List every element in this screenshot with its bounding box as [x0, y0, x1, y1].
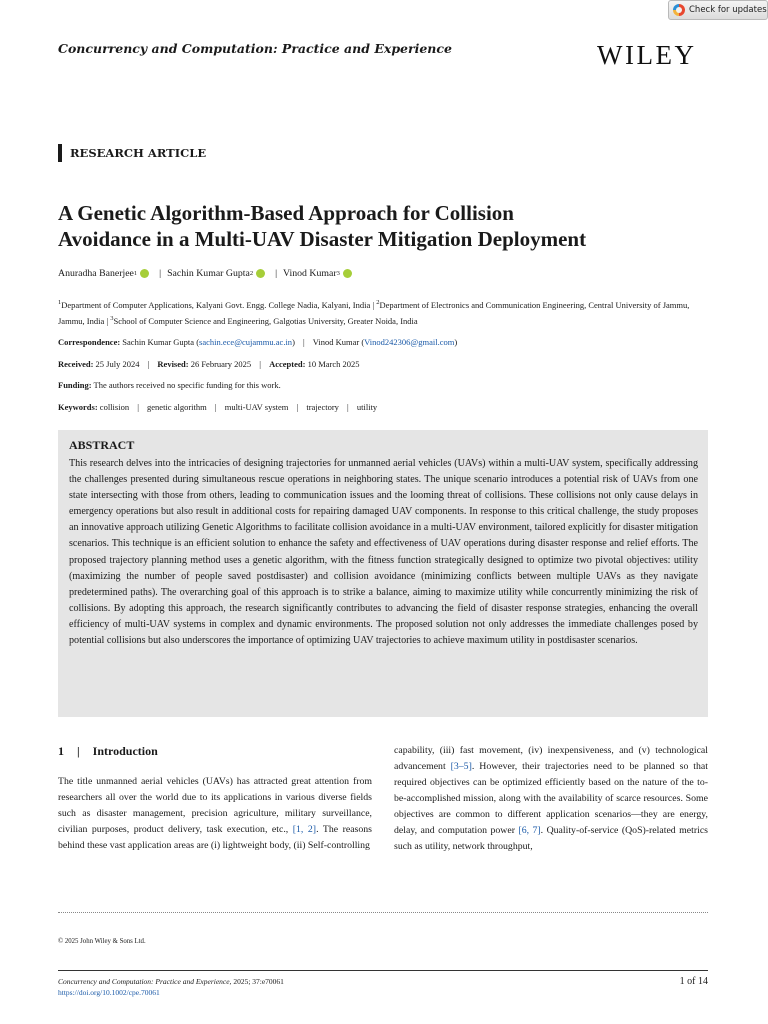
keyword: trajectory: [306, 402, 339, 412]
body-text: . However, their trajectories need to be planned so that required objectives can be optimized efficiently based on the nature of the to-be-accomplished mission, along with the availability of scarce resources. Some objectives are common to different application scenarios—they are energy, delay, and computation power: [394, 761, 708, 836]
keyword: genetic algorithm: [147, 402, 207, 412]
footer-volume: 2025; 37:e70061: [231, 977, 284, 986]
abstract-text: This research delves into the intricacies of designing trajectories for unmanned aerial vehicles (UAVs) within a multi-UAV system, specifically addressing the challenges presented during simultaneous rescue operations in neighboring states. The unique scenario introduces a potential risk of UAVs from one state intersecting with those from others, leading to communication issues and the looming threat of collisions. These collisions not only cause delays in emergency operations but also result in additional costs for repairing damaged UAV components. In response to this critical challenge, the study proposes an innovative approach utilizing Genetic Algorithms to facilitate collision avoidance in a multi-UAV environment, tailored explicitly for disaster mitigation scenarios. This technique is an efficient solution to enhance the safety and effectiveness of UAV operations during disaster response and relief efforts. The proposed trajectory planning method uses a genetic algorithm, with the fitness function strategically designed to optimize two pivotal objectives: utility (maximizing the number of people saved postdisaster) and collision avoidance (minimizing conflicts between multiple UAVs as they navigate predetermined paths). The overarching goal of this approach is to strike a balance, aiming to maximize utility while concurrently minimizing the risk of collisions. By adopting this approach, the research significantly contributes to advancing the field of disaster response strategies, enhancing the overall efficiency of multi-UAV systems in complex and dynamic environments. The proposed solution not only addresses the immediate challenges posed by potential collisions but also underscores the importance of optimizing UAV trajectories to achieve maximum utility in postdisaster scenarios.: [69, 458, 698, 647]
affiliation-2: Department of Electronics and Communication Engineering, Central University of Jammu, Jammu, India: [58, 299, 690, 327]
meta-separator: |: [296, 402, 299, 412]
affil-sup: 1: [58, 299, 62, 306]
meta-separator: |: [147, 359, 150, 369]
footnote-divider: [58, 912, 708, 913]
body-text: . The reasons behind these vast application areas are (i) lightweight body, (ii) Self-controlling: [58, 824, 372, 851]
affil-sup: 2: [376, 299, 380, 306]
orcid-icon[interactable]: [343, 269, 352, 278]
meta-separator: |: [303, 337, 305, 347]
keyword: utility: [356, 402, 378, 412]
author-affil-sup: 3: [336, 270, 340, 277]
funding: [58, 380, 281, 390]
correspondence: Correspondence: Sachin Kumar Gupta (sachin.ece@cujammu.ac.in) | Vinod Kumar (Vinod242306@gmail.com): [58, 337, 458, 347]
affiliation-3: School of Computer Science and Engineering, Galgotias University, Greater Noida, India: [113, 316, 418, 327]
journal-title: Concurrency and Computation: Practice and Experience: [58, 41, 452, 56]
author-name[interactable]: Anuradha Banerjee: [58, 268, 134, 279]
accepted-label: Accepted:: [269, 359, 306, 369]
affil-separator: |: [106, 316, 111, 327]
received-date: 25 July 2024: [95, 359, 140, 369]
title-line-2: Avoidance in a Multi-UAV Disaster Mitigation Deployment: [58, 227, 587, 251]
body-text: capability, (iii) fast movement, (iv) inexpensiveness, and (v) technological advancement: [394, 745, 708, 772]
author-affil-sup: 1: [133, 270, 138, 277]
citation-link[interactable]: [6, 7]: [518, 825, 541, 836]
body-column-right: [394, 743, 708, 855]
affil-separator: |: [372, 299, 377, 310]
meta-separator: |: [214, 402, 217, 412]
body-text: . Quality-of-service (QoS)-related metrics such as utility, network throughput,: [394, 825, 708, 852]
footer-citation: [58, 977, 284, 998]
publisher-logo: WILEY: [597, 40, 697, 70]
orcid-icon[interactable]: [140, 269, 149, 278]
email-link[interactable]: Vinod242306@gmail.com: [364, 337, 455, 347]
affil-sup: 3: [110, 315, 114, 323]
email-link[interactable]: sachin.ece@cujammu.ac.in: [199, 337, 293, 347]
keywords-label: Keywords:: [58, 402, 98, 412]
correspondence-label: Correspondence:: [58, 337, 121, 347]
meta-separator: |: [347, 402, 349, 412]
keyword: collision: [99, 402, 130, 412]
revised-date: 26 February 2025: [190, 359, 252, 369]
page-number: 1 of 14: [679, 976, 708, 987]
copyright: © 2025 John Wiley & Sons Ltd.: [58, 938, 146, 945]
check-for-updates-button[interactable]: [668, 0, 768, 20]
abstract-heading: ABSTRACT: [69, 438, 135, 452]
footer-journal-name: Concurrency and Computation: Practice and Experience,: [58, 977, 232, 986]
section-number: 1: [58, 744, 64, 758]
affiliations: [58, 296, 713, 329]
author-separator: |: [275, 268, 278, 279]
body-text: The title unmanned aerial vehicles (UAVs) has attracted great attention from researchers all over the world due to its applications in various diverse fields such as disaster management, precision agriculture, military surveillance, civilian purposes, product delivery, task execution, etc.,: [58, 776, 372, 835]
body-column-left: [58, 774, 372, 854]
funding-text: The authors received no specific funding for this work.: [93, 380, 281, 390]
section-divider: |: [77, 744, 80, 758]
keywords: [58, 402, 377, 412]
footer-rule: [58, 970, 708, 971]
check-for-updates-label: Check for updates: [689, 5, 767, 15]
revised-label: Revised:: [157, 359, 189, 369]
crossmark-icon: [673, 4, 685, 16]
corresponding-author-name: Vinod Kumar: [312, 337, 360, 347]
keyword: multi-UAV system: [224, 402, 289, 412]
author-list: [58, 268, 356, 279]
author-separator: |: [159, 268, 162, 279]
title-line-1: A Genetic Algorithm-Based Approach for Collision: [58, 201, 514, 225]
accepted-date: 10 March 2025: [307, 359, 360, 369]
citation-link[interactable]: [3–5]: [450, 761, 472, 772]
article-type: RESEARCH ARTICLE: [58, 144, 206, 162]
article-dates: [58, 359, 360, 369]
funding-label: Funding:: [58, 380, 92, 390]
orcid-icon[interactable]: [256, 269, 265, 278]
received-label: Received:: [58, 359, 94, 369]
citation-link[interactable]: [1, 2]: [292, 824, 317, 835]
author-name[interactable]: Sachin Kumar Gupta: [167, 268, 250, 279]
author-name[interactable]: Vinod Kumar: [283, 268, 337, 279]
doi-link[interactable]: https://doi.org/10.1002/cpe.70061: [58, 987, 160, 997]
author-affil-sup: 2: [249, 270, 254, 277]
corresponding-author-name: Sachin Kumar Gupta: [122, 337, 195, 347]
meta-separator: |: [137, 402, 139, 412]
meta-separator: |: [259, 359, 261, 369]
article-title: [58, 200, 718, 252]
affiliation-1: Department of Computer Applications, Kalyani Govt. Engg. College Nadia, Kalyani, India: [61, 299, 371, 310]
section-title: Introduction: [92, 744, 158, 758]
section-heading: [58, 744, 158, 759]
